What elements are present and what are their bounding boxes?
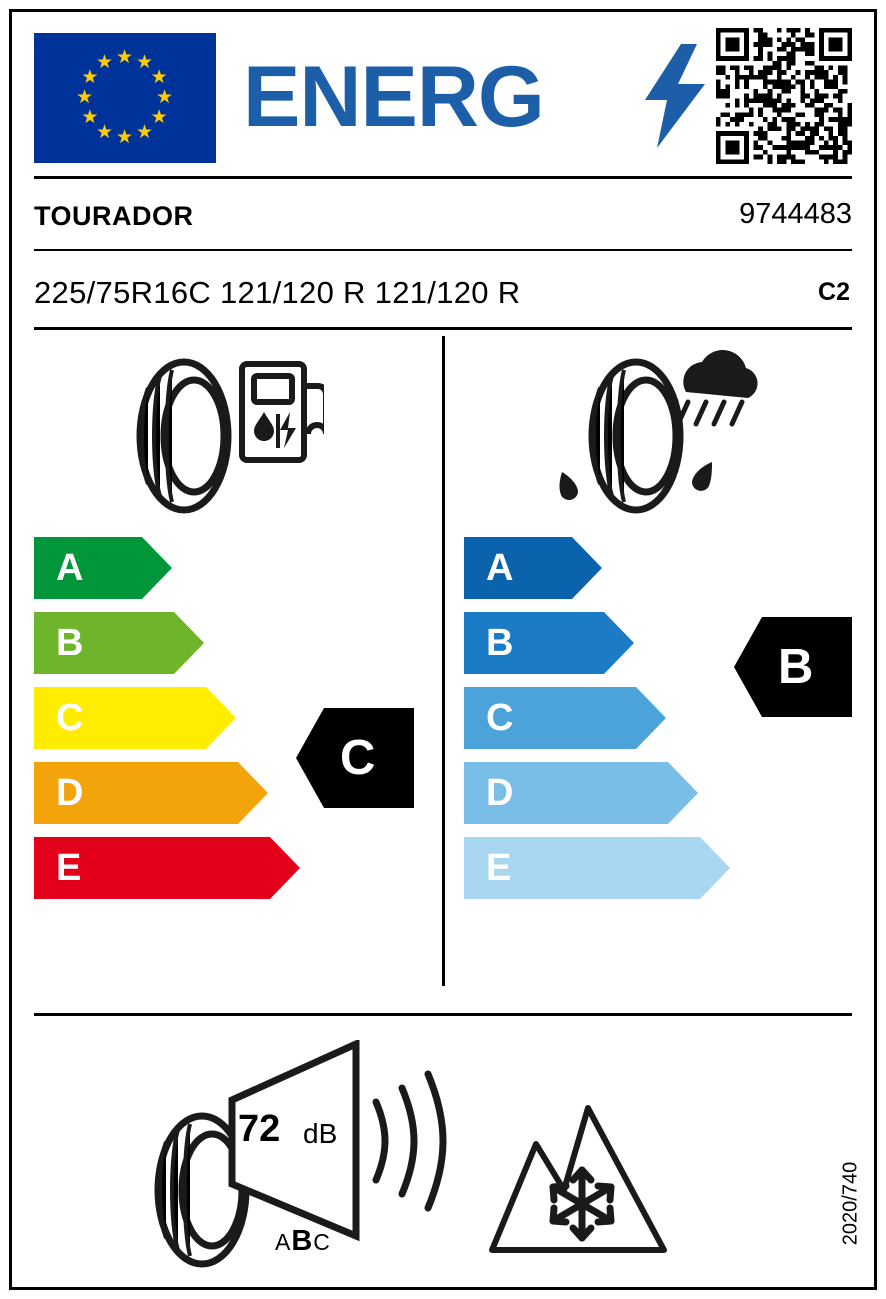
grade-bar-b <box>464 612 714 674</box>
noise-class-a: A <box>275 1229 292 1255</box>
three-peak-mountain-snowflake-icon <box>478 1080 678 1270</box>
regulation-reference-text: 2020/740 <box>839 1161 862 1246</box>
eu-flag-star: ★ <box>96 52 114 74</box>
grade-bar-c <box>34 687 284 749</box>
fuel-efficiency-rating-arrow <box>296 708 414 808</box>
grade-bar-tip <box>238 762 268 824</box>
grade-bar-letter: C <box>56 697 84 739</box>
grade-bar-tip <box>604 612 634 674</box>
noise-class-b: B <box>291 1225 314 1257</box>
noise-class-scale <box>275 1225 331 1258</box>
grade-bar-tip <box>174 612 204 674</box>
wet-grip-scale <box>464 537 714 912</box>
tyre-class: C2 <box>818 278 850 306</box>
grade-bar-tip <box>636 687 666 749</box>
grade-bar-c <box>464 687 714 749</box>
page-title <box>243 47 663 147</box>
grade-bar-tip <box>668 762 698 824</box>
supplier-name: TOURADOR <box>34 201 194 231</box>
eu-flag-star: ★ <box>136 52 154 74</box>
regulation-reference <box>838 1140 864 1270</box>
grade-bar-tip <box>700 837 730 899</box>
fuel-efficiency-scale <box>34 537 284 912</box>
grade-bar-tip <box>142 537 172 599</box>
grade-bar-e <box>34 837 284 899</box>
grade-bar-letter: A <box>486 547 514 589</box>
grade-bar-letter: D <box>56 772 84 814</box>
eu-flag-star: ★ <box>150 67 168 88</box>
grade-bar-d <box>34 762 284 824</box>
eu-flag-star: ★ <box>81 107 99 128</box>
grade-bar-body <box>34 612 174 674</box>
fuel-rating-letter: C <box>340 731 376 785</box>
fuel-pump-tyre-icon <box>124 352 324 522</box>
rain-cloud-tyre-icon <box>540 350 770 525</box>
divider-vertical <box>442 336 445 986</box>
noise-class-c: C <box>313 1229 331 1255</box>
eu-flag-star: ★ <box>156 87 174 108</box>
grade-bar-letter: D <box>486 772 514 814</box>
tyre-size-designation: 225/75R16C 121/120 R 121/120 R <box>34 275 521 310</box>
noise-unit: dB <box>303 1118 338 1149</box>
qr-code-icon <box>716 28 852 164</box>
grade-bar-body <box>464 537 572 599</box>
energy-word-text: ENERG <box>243 49 544 145</box>
noise-value: 72 <box>238 1108 281 1150</box>
grade-bar-b <box>34 612 284 674</box>
eu-flag-star: ★ <box>116 127 134 148</box>
grade-bar-tip <box>270 837 300 899</box>
eu-flag-star: ★ <box>136 121 154 143</box>
grade-bar-a <box>34 537 284 599</box>
grade-bar-letter: C <box>486 697 514 739</box>
divider-size <box>34 327 852 330</box>
grade-bar-tip <box>572 537 602 599</box>
grade-bar-letter: B <box>486 622 514 664</box>
divider-header <box>34 176 852 179</box>
eu-flag-star: ★ <box>116 47 134 68</box>
eu-flag-star: ★ <box>76 87 94 108</box>
eu-flag-star: ★ <box>150 107 168 128</box>
grade-bar-letter: E <box>486 847 512 889</box>
wet-grip-rating-arrow <box>734 617 852 717</box>
tyre-type-identifier: 9744483 <box>739 198 852 230</box>
divider-brand <box>34 249 852 251</box>
grade-bar-tip <box>206 687 236 749</box>
grade-bar-e <box>464 837 714 899</box>
grade-bar-body <box>464 612 604 674</box>
grade-bar-letter: E <box>56 847 82 889</box>
grade-bar-d <box>464 762 714 824</box>
wet-rating-letter: B <box>778 640 814 694</box>
eu-flag-star: ★ <box>96 121 114 143</box>
grade-bar-letter: A <box>56 547 84 589</box>
eu-flag-star: ★ <box>81 67 99 88</box>
grade-bar-letter: B <box>56 622 84 664</box>
eu-flag-icon <box>34 33 216 163</box>
grade-bar-a <box>464 537 714 599</box>
lightning-bolt-icon <box>645 44 705 148</box>
divider-grades <box>34 1013 852 1016</box>
grade-bar-body <box>34 537 142 599</box>
